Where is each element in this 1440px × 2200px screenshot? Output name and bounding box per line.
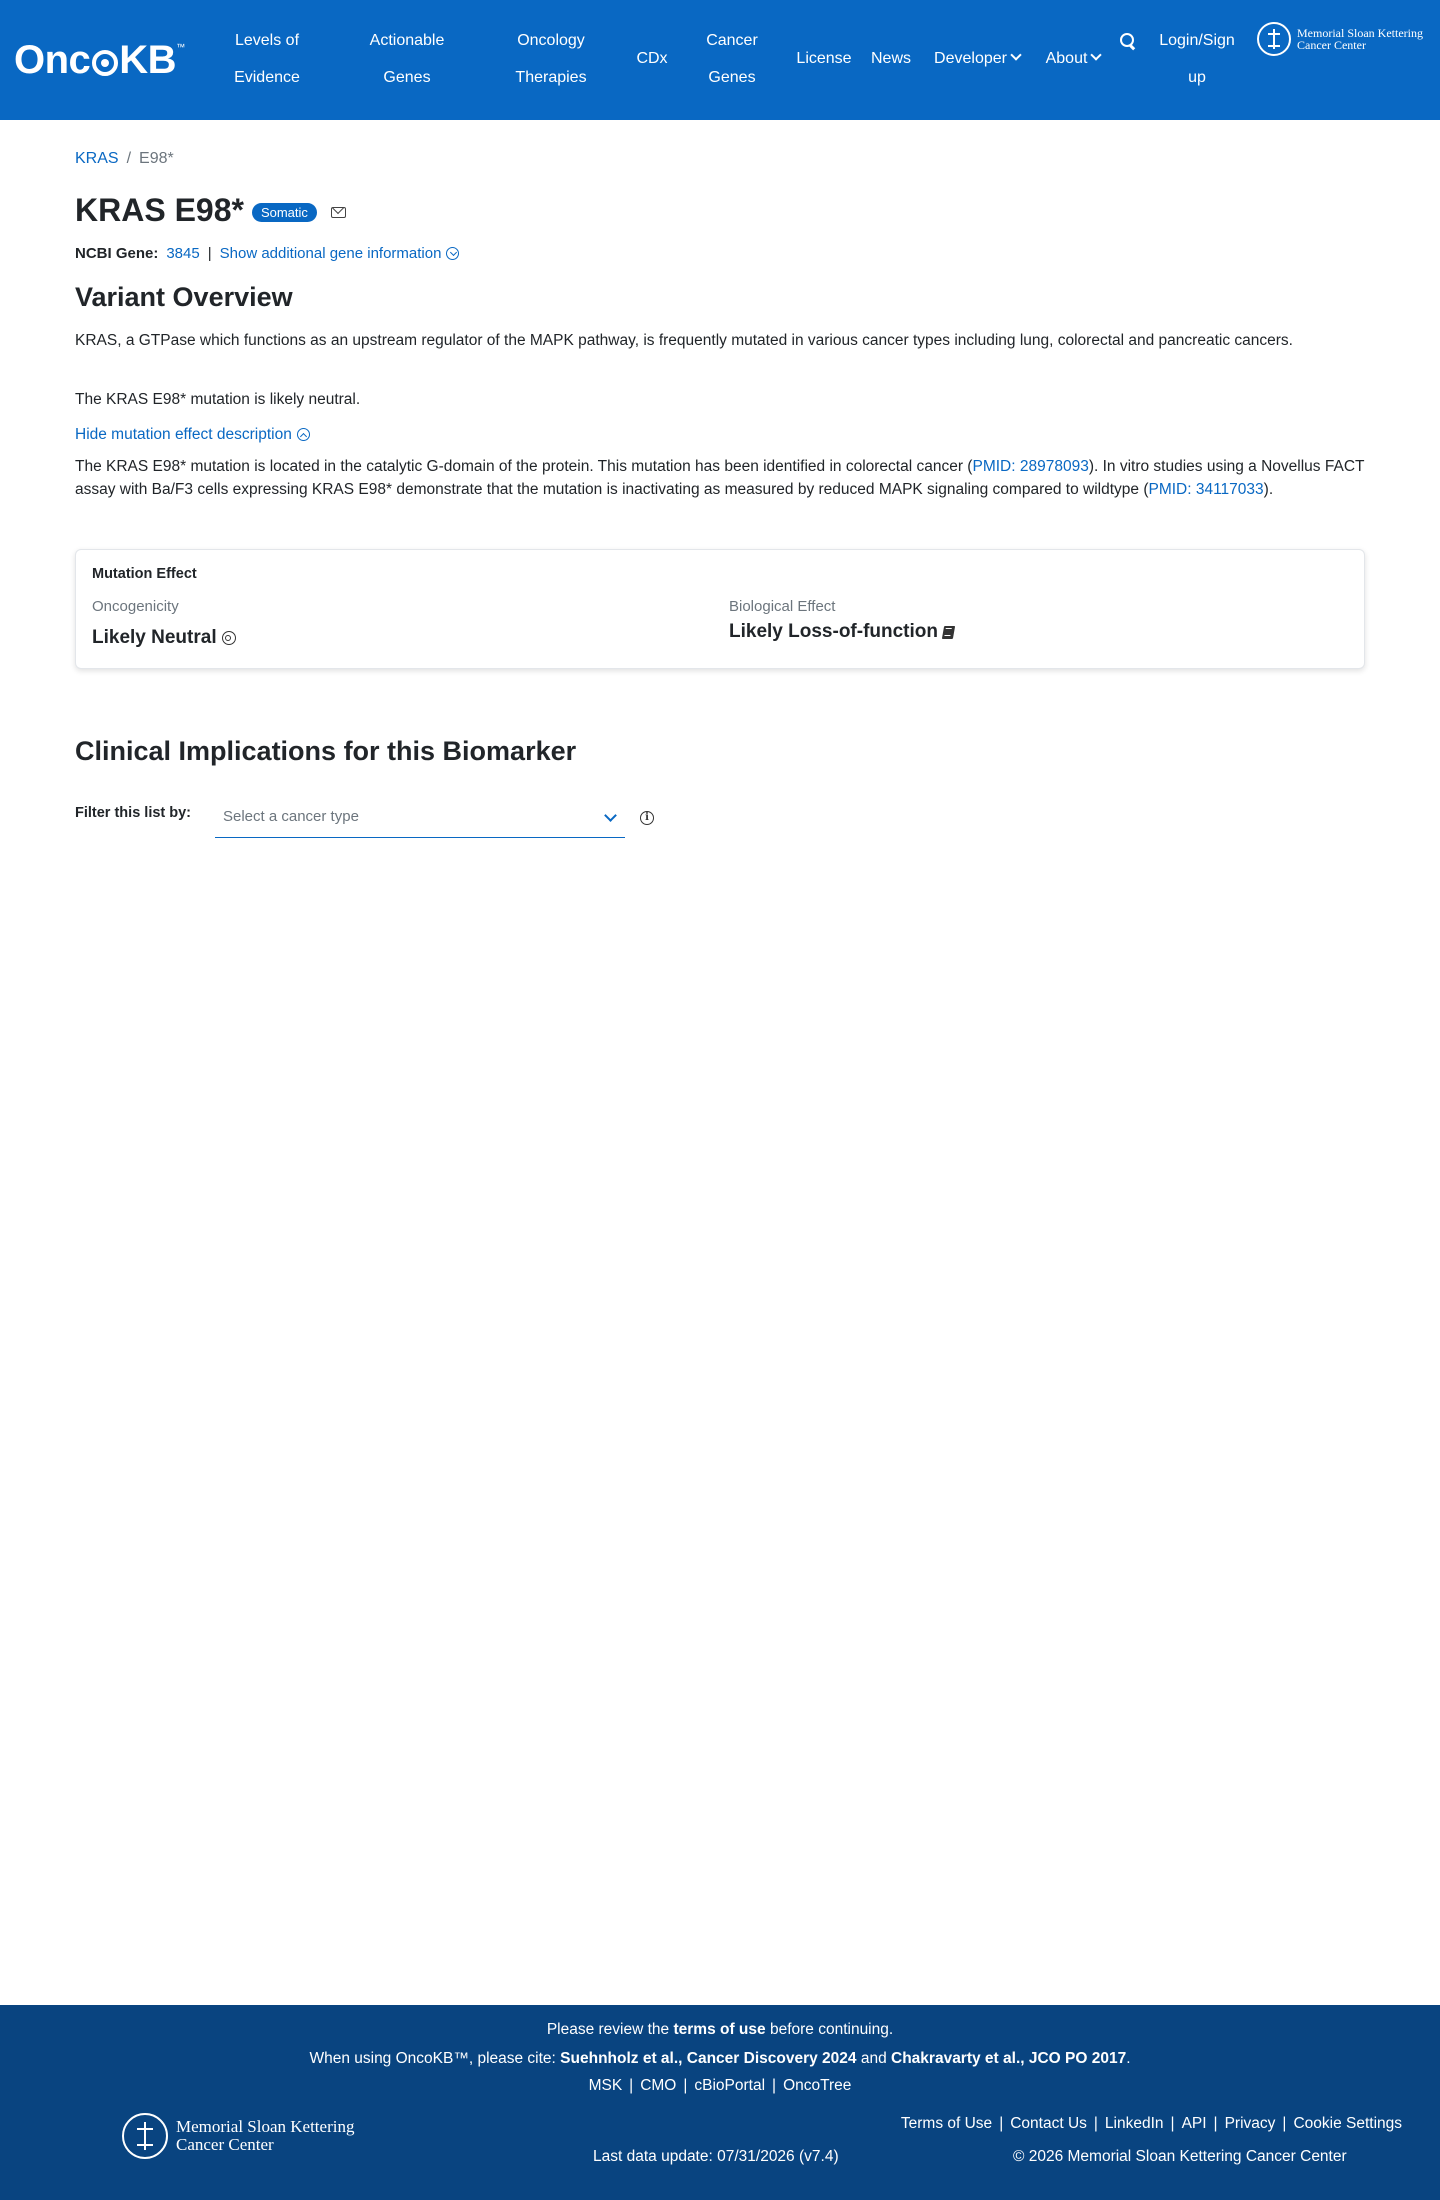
oncokb-logo[interactable]	[14, 38, 185, 83]
nav-label: Login/Sign	[1159, 32, 1235, 49]
footer-legal-links	[901, 2115, 1402, 2133]
chevron-down-icon	[1091, 49, 1102, 60]
breadcrumb-separator: /	[126, 150, 132, 167]
separator: |	[772, 2077, 777, 2094]
nav-login-signup[interactable]	[1152, 22, 1242, 96]
logo-text-start: Onc	[14, 38, 91, 82]
msk-logo[interactable]	[1257, 22, 1423, 56]
separator: |	[629, 2077, 634, 2094]
cite-text: .	[1126, 2050, 1131, 2067]
footer-msk-logo[interactable]	[122, 2113, 354, 2159]
terms-notice	[0, 2021, 1440, 2039]
citation-2[interactable]: Chakravarty et al., JCO PO 2017	[891, 2050, 1127, 2067]
page-title: KRAS E98*	[75, 192, 244, 228]
footer-link-contact[interactable]: Contact Us	[1010, 2115, 1087, 2132]
cite-text: When using OncoKB™, please cite:	[309, 2050, 561, 2067]
nav-actionable-genes[interactable]	[362, 22, 452, 96]
msk-line-2: Cancer Center	[176, 2135, 274, 2154]
separator: |	[207, 245, 212, 262]
variant-overview-title: Variant Overview	[75, 282, 293, 312]
msk-line-1: Memorial Sloan Kettering	[176, 2117, 355, 2136]
logo-target-icon	[92, 50, 118, 76]
gene-summary: KRAS, a GTPase which functions as an upstream regulator of the MAPK pathway, is frequently mutated in various cancer types including lung, colorectal and pancreatic cancers.	[75, 332, 1293, 349]
nav-label: Genes	[708, 69, 756, 86]
description-text: The KRAS E98* mutation is located in the catalytic G-domain of the protein. This mutation has been identified in colorectal cancer (	[75, 458, 973, 475]
citation-1[interactable]: Suehnholz et al., Cancer Discovery 2024	[560, 2050, 857, 2067]
mutation-description	[75, 455, 1365, 501]
nav-label: Developer	[934, 50, 1007, 67]
nav-news[interactable]: News	[870, 50, 911, 67]
terms-of-use-link[interactable]: terms of use	[673, 2021, 766, 2038]
msk-logo-text	[1297, 27, 1423, 51]
nav-label: Oncology	[517, 32, 585, 49]
nav-developer-dropdown[interactable]	[928, 40, 1026, 77]
nav-label: Levels of	[234, 32, 300, 49]
citation-notice	[0, 2050, 1440, 2068]
top-navbar	[0, 0, 1440, 120]
separator: |	[999, 2115, 1004, 2132]
footer-link-cmo[interactable]: CMO	[640, 2077, 677, 2094]
nav-label: Therapies	[515, 69, 587, 86]
nav-label: Evidence	[234, 69, 300, 86]
footer-link-oncotree[interactable]: OncoTree	[783, 2077, 852, 2094]
separator: |	[1093, 2115, 1098, 2132]
footer-link-cbioportal[interactable]: cBioPortal	[694, 2077, 766, 2094]
biological-effect-text: Likely Loss-of-function	[729, 621, 938, 642]
description-text: ).	[1263, 481, 1274, 498]
terms-text: before continuing.	[765, 2021, 894, 2038]
footer-link-cookie-settings[interactable]: Cookie Settings	[1293, 2115, 1402, 2132]
separator: |	[683, 2077, 688, 2094]
footer-link-privacy[interactable]: Privacy	[1224, 2115, 1276, 2132]
nav-cdx[interactable]: CDx	[636, 50, 668, 67]
oncogenicity-value	[92, 627, 236, 649]
footer-link-linkedin[interactable]: LinkedIn	[1104, 2115, 1164, 2132]
logo-text-end: KB	[119, 38, 177, 82]
logo-trademark: ™	[176, 42, 185, 52]
nav-label: Genes	[383, 69, 431, 86]
hide-mutation-description-label: Hide mutation effect description	[75, 426, 292, 443]
chevron-down-icon	[1010, 49, 1021, 60]
info-icon[interactable]: i	[640, 811, 654, 825]
nav-label: About	[1045, 50, 1088, 67]
footer	[0, 2005, 1440, 2200]
mutation-summary: The KRAS E98* mutation is likely neutral.	[75, 391, 361, 408]
breadcrumb	[75, 150, 174, 168]
chevron-down-icon	[604, 809, 617, 822]
footer-link-terms[interactable]: Terms of Use	[900, 2115, 993, 2132]
breadcrumb-current: E98*	[139, 150, 174, 167]
breadcrumb-gene-link[interactable]: KRAS	[75, 150, 119, 167]
mutation-effect-title: Mutation Effect	[92, 566, 197, 582]
pmid-link[interactable]: PMID: 28978093	[972, 458, 1089, 475]
filter-label: Filter this list by:	[75, 805, 192, 821]
nav-cancer-genes[interactable]	[700, 22, 764, 96]
separator: |	[1213, 2115, 1218, 2132]
show-gene-info-label: Show additional gene information	[219, 245, 442, 262]
nav-label: Cancer	[706, 32, 758, 49]
footer-link-api[interactable]: API	[1181, 2115, 1207, 2132]
show-gene-info-link[interactable]	[220, 245, 460, 262]
description-text: ). In vitro studies using a Novellus FACT assay with Ba/F3 cells expressing KRAS E98* demonstrate that the mutation is inactivating as measured by reduced MAPK signaling compared to wildtype (	[75, 458, 1365, 498]
nav-label: Actionable	[369, 32, 445, 49]
terms-text: Please review the	[546, 2021, 674, 2038]
oncogenicity-text: Likely Neutral	[92, 627, 217, 648]
ncbi-gene-label: NCBI Gene:	[75, 245, 159, 262]
ncbi-gene-link[interactable]: 3845	[166, 245, 200, 262]
search-icon[interactable]	[1120, 33, 1136, 49]
pmid-link[interactable]: PMID: 34117033	[1148, 481, 1264, 498]
biological-effect-label: Biological Effect	[729, 598, 836, 615]
msk-line-1: Memorial Sloan Kettering	[1297, 26, 1423, 40]
nav-oncology-therapies[interactable]	[506, 22, 596, 96]
mail-icon[interactable]	[331, 207, 346, 218]
nav-license[interactable]: License	[796, 50, 852, 67]
cite-text: and	[856, 2050, 892, 2067]
separator: |	[1170, 2115, 1175, 2132]
biological-effect-value	[729, 621, 954, 643]
somatic-badge: Somatic	[252, 203, 317, 222]
hide-mutation-description-link[interactable]	[75, 426, 310, 444]
circle-chevron-up-icon	[297, 428, 310, 441]
nav-levels-of-evidence[interactable]	[228, 22, 306, 96]
msk-caduceus-icon	[1257, 22, 1291, 56]
cancer-type-select[interactable]	[215, 802, 625, 838]
separator: |	[1282, 2115, 1287, 2132]
copyright: © 2026 Memorial Sloan Kettering Cancer Center	[1013, 2148, 1347, 2165]
footer-resource-links	[0, 2077, 1440, 2095]
msk-line-2: Cancer Center	[1297, 38, 1366, 52]
msk-caduceus-icon	[122, 2113, 168, 2159]
oncogenicity-label: Oncogenicity	[92, 598, 179, 615]
footer-link-msk[interactable]: MSK	[588, 2077, 623, 2094]
nav-label: up	[1188, 69, 1206, 86]
circle-chevron-down-icon	[446, 247, 459, 260]
mutation-effect-card	[75, 549, 1365, 669]
last-data-update: Last data update: 07/31/2026 (v7.4)	[593, 2148, 839, 2165]
book-icon[interactable]	[942, 626, 955, 639]
page-header	[75, 192, 346, 229]
ncbi-gene-row	[75, 245, 459, 262]
clinical-implications-title: Clinical Implications for this Biomarker	[75, 736, 577, 766]
nav-about-dropdown[interactable]	[1040, 40, 1106, 77]
msk-logo-text	[176, 2118, 354, 2154]
likely-neutral-icon	[222, 631, 236, 645]
cancer-type-placeholder: Select a cancer type	[223, 808, 359, 825]
